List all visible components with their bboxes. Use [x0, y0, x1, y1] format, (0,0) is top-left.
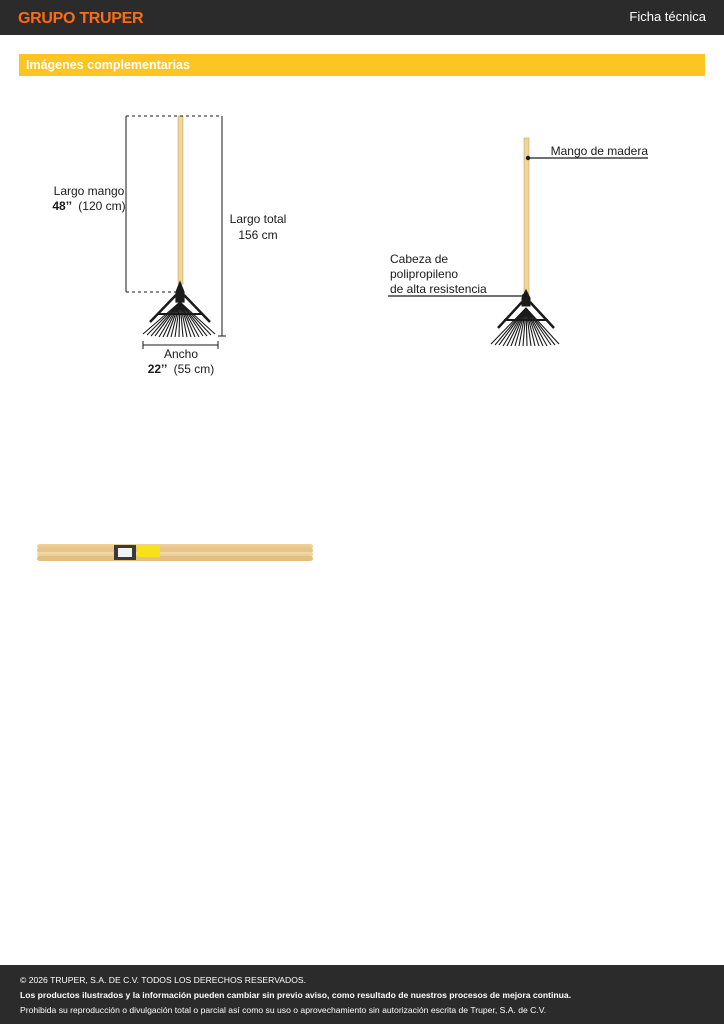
brand-logo: GRUPO TRUPER: [18, 10, 144, 27]
document-type: Ficha técnica: [629, 9, 706, 24]
width-inches: 22’’: [147, 362, 168, 376]
handle-length-value: [52, 199, 125, 213]
head-part-label-2: polipropileno: [390, 267, 459, 281]
width-value: [148, 362, 215, 376]
section-title: Imágenes complementarias: [26, 58, 190, 72]
page-footer: [0, 965, 724, 1024]
total-length-label: Largo total: [229, 212, 287, 226]
footer-notice: Los productos ilustrados y la información pueden cambiar sin previo aviso, como resultado de nuestros procesos de mejora continua.: [20, 990, 572, 1000]
rake-parts-diagram: [370, 120, 670, 360]
product-tag-yellow: [138, 546, 160, 557]
footer-copyright: © 2026 TRUPER, S.A. DE C.V. TODOS LOS DERECHOS RESERVADOS.: [20, 975, 307, 985]
handle-length-inches: 48’’: [52, 199, 72, 213]
wood-handles: [37, 544, 313, 561]
head-part-label-3: de alta resistencia: [390, 282, 487, 296]
handle-length-cm: (120 cm): [78, 199, 126, 213]
head-part-label-1: Cabeza de: [390, 252, 449, 266]
handle-length-label: Largo mango: [53, 184, 125, 198]
product-photo-handles: [34, 538, 318, 568]
footer-prohibition: Prohibida su reproducción o divulgación total o parcial así como su uso o aprovechamiento sin autorización escrita de Truper, S.A. de C.V.: [20, 1005, 547, 1015]
width-label: Ancho: [163, 347, 199, 361]
product-tag-white: [118, 548, 132, 557]
rake-dimensions-diagram: [0, 0, 360, 400]
handle-part-label: Mango de madera: [550, 144, 648, 158]
width-cm: (55 cm): [173, 362, 215, 376]
total-length-value: 156 cm: [238, 228, 278, 242]
